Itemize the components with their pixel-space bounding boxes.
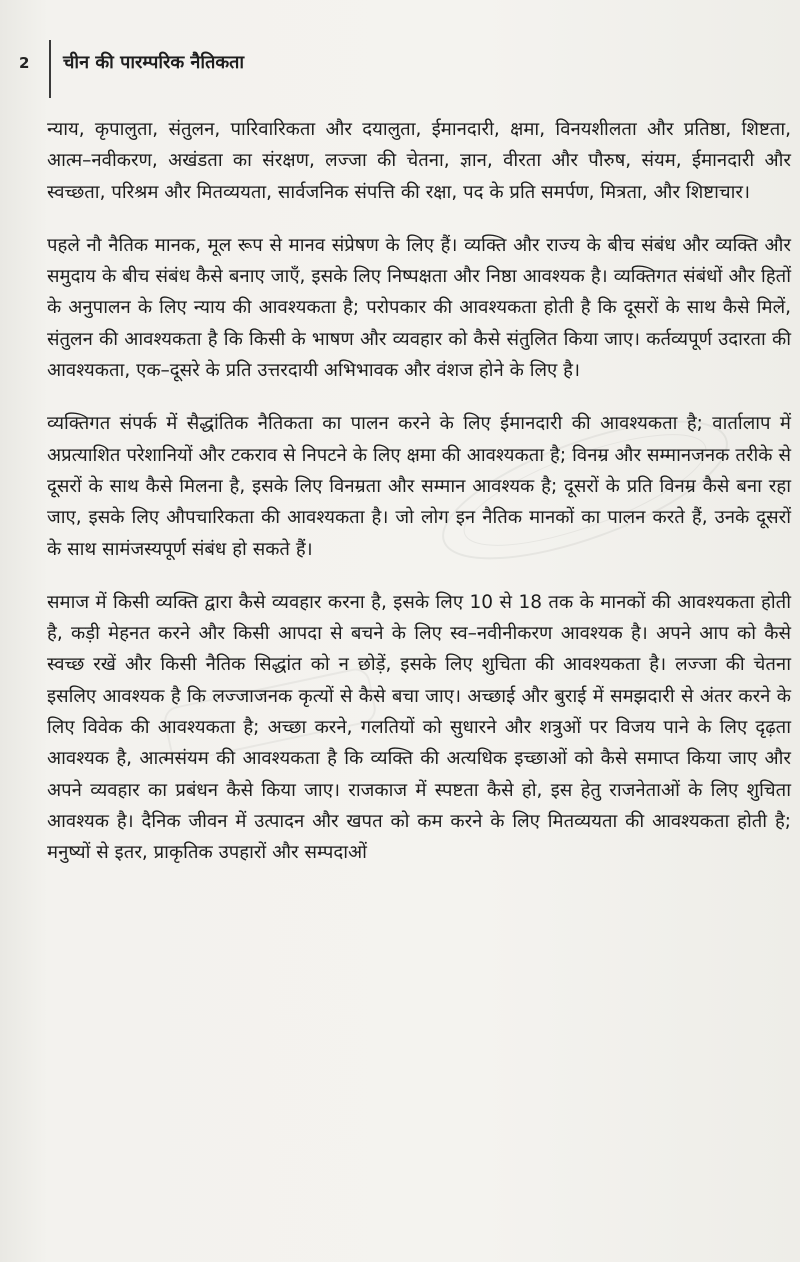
paragraph-4: समाज में किसी व्यक्ति द्वारा कैसे व्यवहार करना है, इसके लिए 10 से 18 तक के मानकों की आवश्यकता होती है, कड़ी मेहनत करने और किसी आपदा से बचने के लिए स्व–नवीनीकरण आवश्यक है। अपने आप को कैसे स्वच्छ रखें और किसी नैतिक सिद्धांत को न छोड़ें, इसके लिए शुचिता की आवश्यकता है। लज्जा की चेतना इसलिए आवश्यक है कि लज्जाजनक कृत्यों से कैसे बचा जाए। अच्छाई और बुराई में समझदारी से अंतर करने के लिए विवेक की आवश्यकता है; अच्छा करने, गलतियों को सुधारने और शत्रुओं पर विजय पाने के लिए दृढ़ता आवश्यक है, आत्मसंयम की आवश्यकता है कि व्यक्ति की अत्यधिक इच्छाओं को कैसे समाप्त किया जाए और अपने व्यवहार का प्रबंधन कैसे किया जाए। राजकाज में स्पष्टता कैसे हो, इस हेतु राजनेताओं के लिए शुचिता आवश्यक है। दैनिक जीवन में उत्पादन और खपत को कम करने के लिए मितव्ययता की आवश्यकता होती है; मनुष्यों से इतर, प्राकृतिक उपहारों और सम्पदाओं	[47, 591, 791, 864]
page-header	[0, 40, 800, 100]
body-text	[47, 114, 791, 891]
paragraph-3: व्यक्तिगत संपर्क में सैद्धांतिक नैतिकता का पालन करने के लिए ईमानदारी की आवश्यकता है; वार्तालाप में अप्रत्याशित परेशानियों और टकराव से निपटने के लिए क्षमा की आवश्यकता है; विनम्र और सम्मानजनक तरीके से दूसरों के साथ कैसे मिलना है, इसके लिए विनम्रता और सम्मान आवश्यक है; दूसरों के प्रति विनम्र कैसे बना रहा जाए, इसके लिए औपचारिकता की आवश्यकता है। जो लोग इन नैतिक मानकों का पालन करते हैं, उनके दूसरों के साथ सामंजस्यपूर्ण संबंध हो सकते हैं।	[47, 413, 791, 560]
page-number: 2	[19, 54, 30, 72]
paragraph-2: पहले नौ नैतिक मानक, मूल रूप से मानव संप्रेषण के लिए हैं। व्यक्ति और राज्य के बीच संबंध और व्यक्ति और समुदाय के बीच संबंध कैसे बनाए जाएँ, इसके लिए निष्पक्षता और निष्ठा आवश्यक है। व्यक्तिगत संबंधों और हितों के अनुपालन के लिए न्याय की आवश्यकता है; परोपकार की आवश्यकता होती है कि दूसरों के साथ कैसे मिलें, संतुलन की आवश्यकता है कि किसी के भाषण और व्यवहार को कैसे संतुलित किया जाए। कर्तव्यपूर्ण उदारता की आवश्यकता, एक–दूसरे के प्रति उत्तरदायी अभिभावक और वंशज होने के लिए है।	[47, 234, 791, 382]
header-divider	[49, 40, 51, 98]
running-title: चीन की पारम्परिक नैतिकता	[63, 52, 245, 73]
paragraph-1: न्याय, कृपालुता, संतुलन, पारिवारिकता और दयालुता, ईमानदारी, क्षमा, विनयशीलता और प्रतिष्ठा, शिष्टता, आत्म–नवीकरण, अखंडता का संरक्षण, लज्जा की चेतना, ज्ञान, वीरता और पौरुष, संयम, ईमानदारी और स्वच्छता, परिश्रम और मितव्ययता, सार्वजनिक संपत्ति की रक्षा, पद के प्रति समर्पण, मित्रता, और शिष्टाचार।	[47, 119, 791, 203]
